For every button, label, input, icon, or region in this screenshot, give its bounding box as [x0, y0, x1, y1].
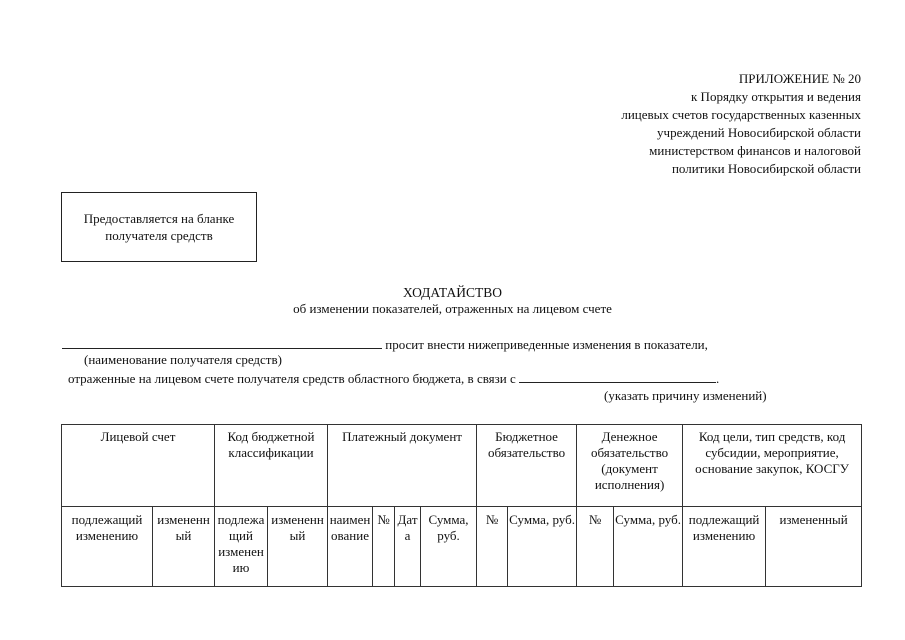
group-header: Денежное обязательство (документ исполнения): [577, 425, 683, 507]
appendix-header: [621, 70, 861, 178]
column-header: №: [577, 507, 614, 587]
column-header: Сумма, руб.: [614, 507, 683, 587]
column-header: измененный: [153, 507, 215, 587]
appendix-line: лицевых счетов государственных казенных: [621, 107, 861, 122]
table-group-header-row: [62, 425, 862, 507]
appendix-line: к Порядку открытия и ведения: [690, 89, 861, 104]
document-subtitle: об изменении показателей, отраженных на лицевом счете: [293, 301, 612, 316]
column-header: Дата: [395, 507, 421, 587]
group-header: Код бюджетной классификации: [215, 425, 328, 507]
column-header: №: [373, 507, 395, 587]
reason-blank-2[interactable]: [571, 370, 716, 383]
document-title: ХОДАТАЙСТВО: [403, 285, 502, 300]
group-header: Код цели, тип средств, код субсидии, мероприятие, основание закупок, КОСГУ: [683, 425, 862, 507]
column-header: подлежащий изменению: [62, 507, 153, 587]
request-text-1: просит внести нижеприведенные изменения в показатели,: [385, 337, 708, 352]
column-header: №: [477, 507, 508, 587]
request-line-end: .: [716, 371, 720, 386]
appendix-line: ПРИЛОЖЕНИЕ № 20: [738, 71, 861, 86]
table-subheader-row: [62, 507, 862, 587]
group-header: Платежный документ: [328, 425, 477, 507]
request-line-1: [62, 336, 708, 353]
appendix-line: учреждений Новосибирской области: [657, 125, 861, 140]
column-header: подлежащий изменению: [215, 507, 268, 587]
appendix-line: министерством финансов и налоговой: [649, 143, 861, 158]
reason-blank-1[interactable]: [519, 370, 571, 383]
appendix-line: политики Новосибирской области: [671, 161, 861, 176]
recipient-name-blank[interactable]: [62, 336, 382, 349]
column-header: наименование: [328, 507, 373, 587]
column-header: Сумма, руб.: [508, 507, 577, 587]
changes-table: [61, 424, 862, 587]
letterhead-box: [61, 192, 257, 262]
request-text-2: отраженные на лицевом счете получателя средств областного бюджета, в связи с: [68, 371, 516, 386]
reason-hint: (указать причину изменений): [604, 388, 767, 403]
group-header: Бюджетное обязательство: [477, 425, 577, 507]
letterhead-box-text: Предоставляется на бланке получателя средств: [83, 211, 235, 243]
column-header: Сумма, руб.: [421, 507, 477, 587]
group-header: Лицевой счет: [62, 425, 215, 507]
request-line-2: [68, 370, 719, 387]
column-header: измененный: [766, 507, 862, 587]
recipient-name-hint: (наименование получателя средств): [84, 352, 282, 367]
column-header: подлежащий изменению: [683, 507, 766, 587]
column-header: измененный: [268, 507, 328, 587]
